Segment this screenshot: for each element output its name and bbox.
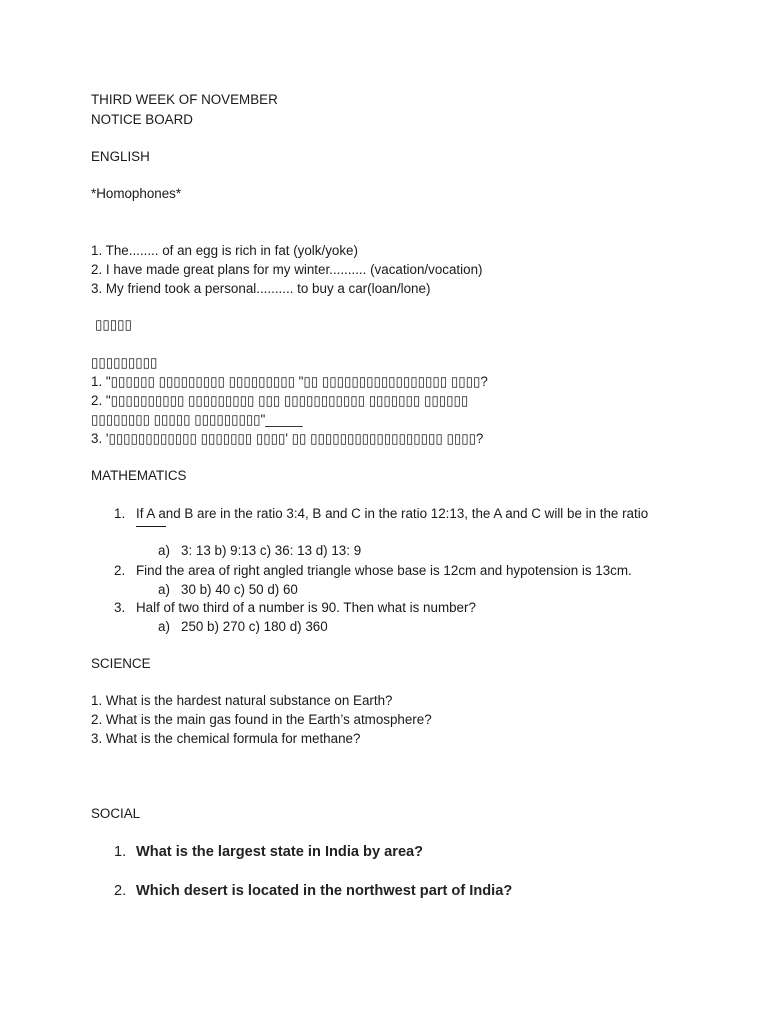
- notice-board-title: NOTICE BOARD: [91, 112, 193, 127]
- english-question-3: 3. My friend took a personal.......... to buy a car(loan/lone): [91, 281, 431, 296]
- week-title: THIRD WEEK OF NOVEMBER: [91, 92, 278, 107]
- regional-heading: ▯▯▯▯▯: [95, 317, 132, 332]
- social-q2-text: Which desert is located in the northwest part of India?: [136, 883, 513, 899]
- math-q2-number: 2.: [114, 563, 126, 578]
- math-q3-option-label: a): [158, 619, 170, 634]
- science-heading: SCIENCE: [91, 656, 151, 671]
- math-q3-number: 3.: [114, 600, 126, 615]
- science-question-1: 1. What is the hardest natural substance on Earth?: [91, 693, 393, 708]
- math-q2-text: Find the area of right angled triangle whose base is 12cm and hypotension is 13cm.: [136, 563, 632, 578]
- math-q3-text: Half of two third of a number is 90. Then what is number?: [136, 600, 476, 615]
- math-q2-options: 30 b) 40 c) 50 d) 60: [181, 582, 298, 597]
- mathematics-heading: MATHEMATICS: [91, 468, 187, 483]
- math-q1-text: If A and B are in the ratio 3:4, B and C in the ratio 12:13, the A and C will be in the ratio: [136, 506, 649, 521]
- regional-question-1: 1. "▯▯▯▯▯▯ ▯▯▯▯▯▯▯▯▯ ▯▯▯▯▯▯▯▯▯ "▯▯ ▯▯▯▯▯▯▯▯▯▯▯▯▯▯▯▯▯ ▯▯▯▯?: [91, 374, 488, 389]
- math-q1-options: 3: 13 b) 9:13 c) 36: 13 d) 13: 9: [181, 543, 362, 558]
- math-q3-options: 250 b) 270 c) 180 d) 360: [181, 619, 328, 634]
- english-question-2: 2. I have made great plans for my winter.......... (vacation/vocation): [91, 262, 483, 277]
- math-q1-number: 1.: [114, 506, 126, 521]
- math-q1-blank: [136, 526, 166, 527]
- science-question-3: 3. What is the chemical formula for methane?: [91, 731, 361, 746]
- regional-subheading: ▯▯▯▯▯▯▯▯▯: [91, 355, 158, 370]
- social-q1-number: 1.: [114, 844, 127, 860]
- math-q1-option-label: a): [158, 543, 170, 558]
- english-heading: ENGLISH: [91, 149, 150, 164]
- social-heading: SOCIAL: [91, 806, 141, 821]
- math-q2-option-label: a): [158, 582, 170, 597]
- social-q1-text: What is the largest state in India by area?: [136, 844, 424, 860]
- science-question-2: 2. What is the main gas found in the Earth’s atmosphere?: [91, 712, 432, 727]
- regional-question-2: 2. "▯▯▯▯▯▯▯▯▯▯ ▯▯▯▯▯▯▯▯▯ ▯▯▯ ▯▯▯▯▯▯▯▯▯▯▯ ▯▯▯▯▯▯▯ ▯▯▯▯▯▯: [91, 393, 469, 408]
- regional-question-3: 3. '▯▯▯▯▯▯▯▯▯▯▯▯ ▯▯▯▯▯▯▯ ▯▯▯▯' ▯▯ ▯▯▯▯▯▯▯▯▯▯▯▯▯▯▯▯▯▯ ▯▯▯▯?: [91, 431, 484, 446]
- english-question-1: 1. The........ of an egg is rich in fat (yolk/yoke): [91, 243, 358, 258]
- homophones-topic: *Homophones*: [91, 186, 182, 201]
- social-q2-number: 2.: [114, 883, 127, 899]
- regional-question-2-cont: ▯▯▯▯▯▯▯▯ ▯▯▯▯▯ ▯▯▯▯▯▯▯▯▯"_____: [91, 412, 303, 427]
